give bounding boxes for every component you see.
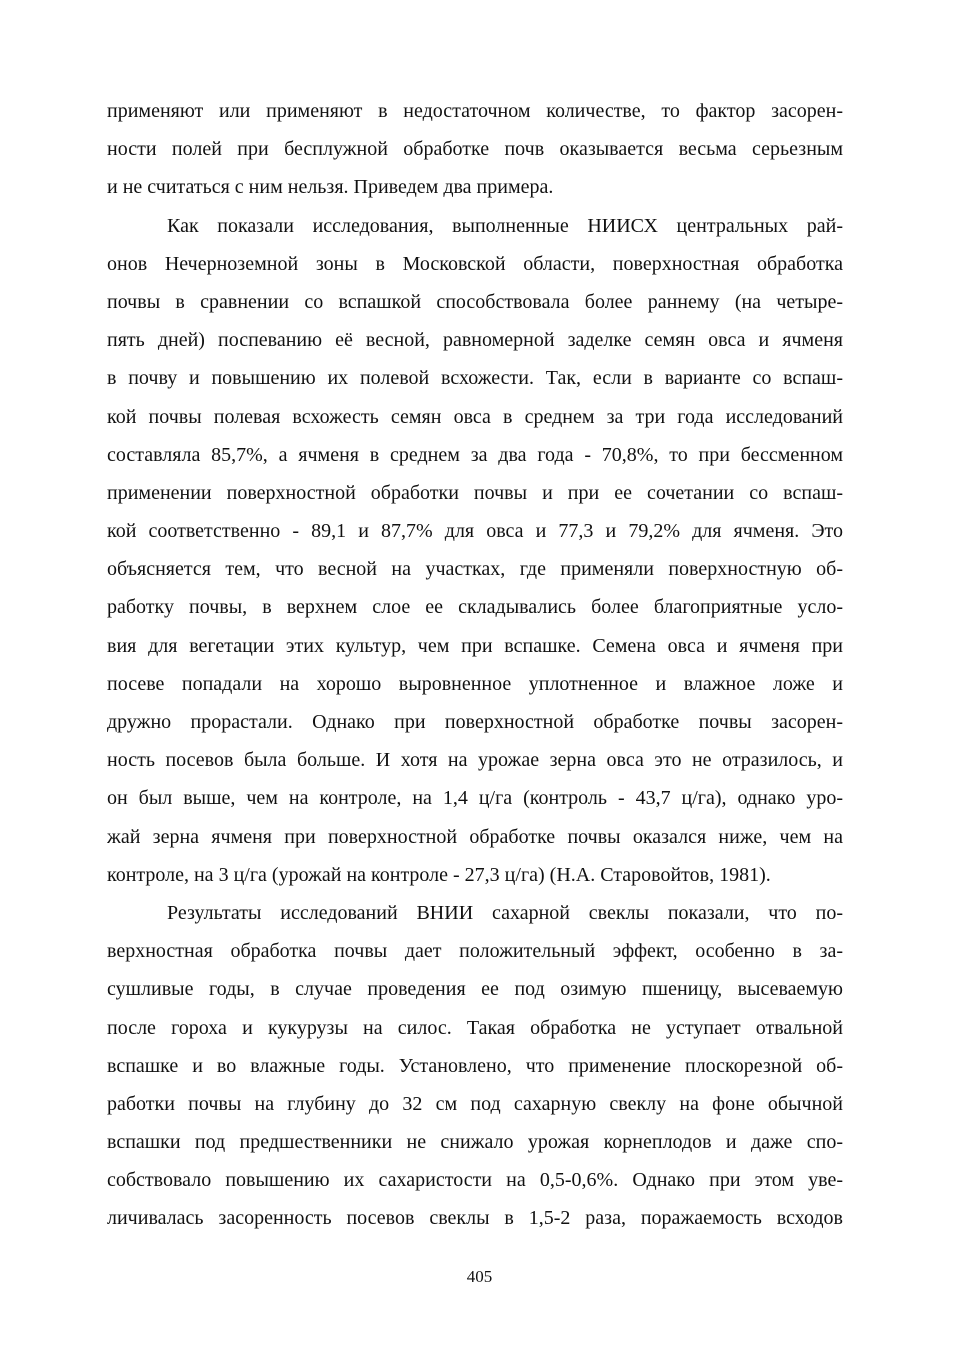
text-line: дружно прорастали. Однако при поверхностной обработке почвы засорен- bbox=[107, 711, 843, 733]
text-line: пять дней) поспеванию её весной, равномерной заделке семян овса и ячменя bbox=[107, 329, 843, 352]
text-line: онов Нечерноземной зоны в Московской области, поверхностная обработка bbox=[107, 252, 843, 275]
text-line: объясняется тем, что весной на участках, где применяли поверхностную об- bbox=[107, 558, 843, 581]
text-line: кой соответственно - 89,1 и 87,7% для овса и 77,3 и 79,2% для ячменя. Это bbox=[107, 520, 843, 543]
text-line: сушливые годы, в случае проведения ее под озимую пшеницу, высеваемую bbox=[107, 978, 843, 1001]
text-line: работку почвы, в верхнем слое ее складывались более благоприятные усло- bbox=[107, 596, 843, 619]
text-line: вспашки под предшественники не снижало урожая корнеплодов и даже спо- bbox=[107, 1131, 843, 1154]
text-line: в почву и повышению их полевой всхожести. Так, если в варианте со вспаш- bbox=[107, 367, 843, 390]
text-line: вия для вегетации этих культур, чем при вспашке. Семена овса и ячменя при bbox=[107, 634, 843, 657]
text-line: Результаты исследований ВНИИ сахарной свеклы показали, что по- bbox=[167, 901, 843, 924]
body-text bbox=[107, 92, 843, 1238]
text-line: личивалась засоренность посевов свеклы в 1,5-2 раза, поражаемость всходов bbox=[107, 1207, 843, 1230]
text-line: применении поверхностной обработки почвы и при ее сочетании со вспаш- bbox=[107, 481, 843, 504]
text-line: собствовало повышению их сахаристости на 0,5-0,6%. Однако при этом уве- bbox=[107, 1169, 843, 1192]
text-line: работки почвы на глубину до 32 см под сахарную свеклу на фоне обычной bbox=[107, 1092, 843, 1115]
text-line: вспашке и во влажные годы. Установлено, что применение плоскорезной об- bbox=[107, 1054, 843, 1077]
text-line: контроле, на 3 ц/га (урожай на контроле - 27,3 ц/га) (Н.А. Старовойтов, 1981). bbox=[107, 863, 771, 886]
text-line: он был выше, чем на контроле, на 1,4 ц/га (контроль - 43,7 ц/га), однако уро- bbox=[107, 787, 843, 810]
text-line: жай зерна ячменя при поверхностной обработке почвы оказался ниже, чем на bbox=[107, 825, 843, 848]
text-line: и не считаться с ним нельзя. Приведем два примера. bbox=[107, 176, 554, 199]
text-line: почвы в сравнении со вспашкой способствовала более раннему (на четыре- bbox=[107, 290, 843, 313]
text-line: ность посевов была больше. И хотя на урожае зерна овса это не отразилось, и bbox=[107, 749, 843, 772]
text-line: верхностная обработка почвы дает положительный эффект, особенно в за- bbox=[107, 940, 843, 963]
text-line: применяют или применяют в недостаточном количестве, то фактор засорен- bbox=[107, 100, 843, 122]
text-line: после гороха и кукурузы на силос. Такая обработка не уступает отвальной bbox=[107, 1016, 843, 1039]
text-line: Как показали исследования, выполненные НИИСХ центральных рай- bbox=[167, 214, 843, 237]
text-line: посеве попадали на хорошо выровненное уплотненное и влажное ложе и bbox=[107, 672, 843, 695]
text-line: составляла 85,7%, а ячменя в среднем за два года - 70,8%, то при бессменном bbox=[107, 443, 843, 466]
text-line: кой почвы полевая всхожесть семян овса в среднем за три года исследований bbox=[107, 405, 843, 428]
page-number: 405 bbox=[466, 1267, 493, 1286]
text-line: ности полей при бесплужной обработке почв оказывается весьма серьезным bbox=[107, 138, 843, 161]
